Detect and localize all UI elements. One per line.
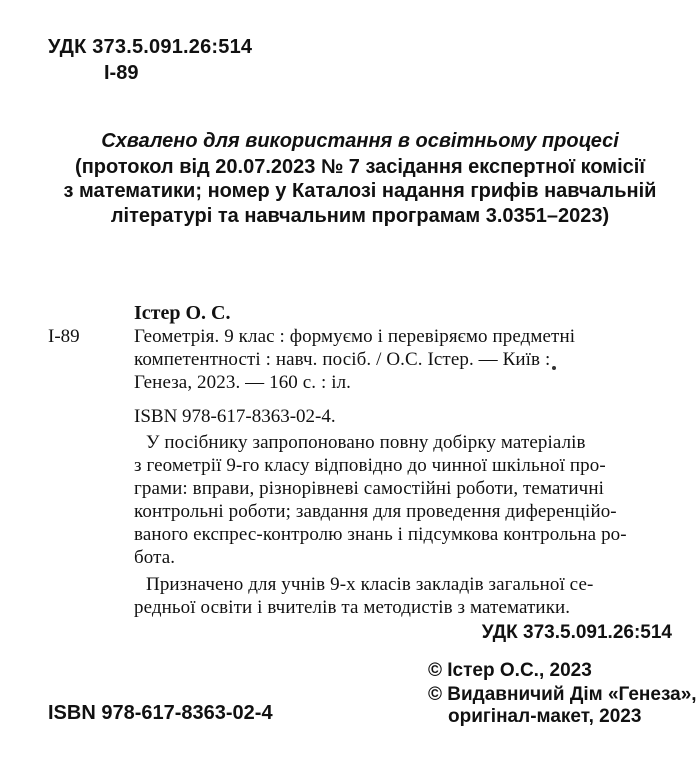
copyright-line: © Істер О.С., 2023 [428, 660, 592, 681]
abstract-line: У посібнику запропоновано повну добірку матеріалів [146, 432, 586, 453]
print-speck [552, 366, 556, 370]
copyright-line: © Видавничий Дім «Генеза», [428, 684, 697, 705]
abstract-line: бота. [134, 547, 176, 568]
udk-classification-bottom: УДК 373.5.091.26:514 [481, 622, 672, 643]
isbn-line: ISBN 978-617-8363-02-4. [134, 406, 336, 427]
library-index: І-89 [48, 326, 80, 347]
abstract-line: з геометрії 9-го класу відповідно до чинної шкільної про- [134, 455, 606, 476]
bibliographic-line: Генеза, 2023. — 160 с. : іл. [134, 372, 352, 393]
approval-line: Схвалено для використання в освітньому процесі [101, 130, 619, 152]
author-name: Істер О. С. [134, 302, 231, 324]
udk-classification: УДК 373.5.091.26:514 [48, 36, 253, 58]
abstract-line: редньої освіти і вчителів та методистів з математики. [134, 597, 571, 618]
approval-line: з математики; номер у Каталозі надання грифів навчальній [63, 180, 657, 202]
approval-line: (протокол від 20.07.2023 № 7 засідання експертної комісії [75, 156, 645, 178]
bibliographic-line: компетентності : навч. посіб. / О.С. Істер. — Київ : [134, 349, 551, 370]
abstract-line: ваного експрес-контролю знань і підсумкова контрольна ро- [134, 524, 627, 545]
approval-line: літературі та навчальним програмам 3.0351–2023) [110, 205, 610, 227]
copyright-line: оригінал-макет, 2023 [448, 706, 642, 727]
author-mark: І-89 [104, 62, 139, 84]
abstract-line: контрольні роботи; завдання для проведення диференційо- [134, 501, 617, 522]
bibliographic-line: Геометрія. 9 клас : формуємо і перевіряємо предметні [134, 326, 576, 347]
isbn-bottom: ISBN 978-617-8363-02-4 [48, 702, 273, 724]
abstract-line: грами: вправи, різнорівневі самостійні роботи, тематичні [134, 478, 604, 499]
abstract-line: Призначено для учнів 9-х класів закладів загальної се- [146, 574, 594, 595]
